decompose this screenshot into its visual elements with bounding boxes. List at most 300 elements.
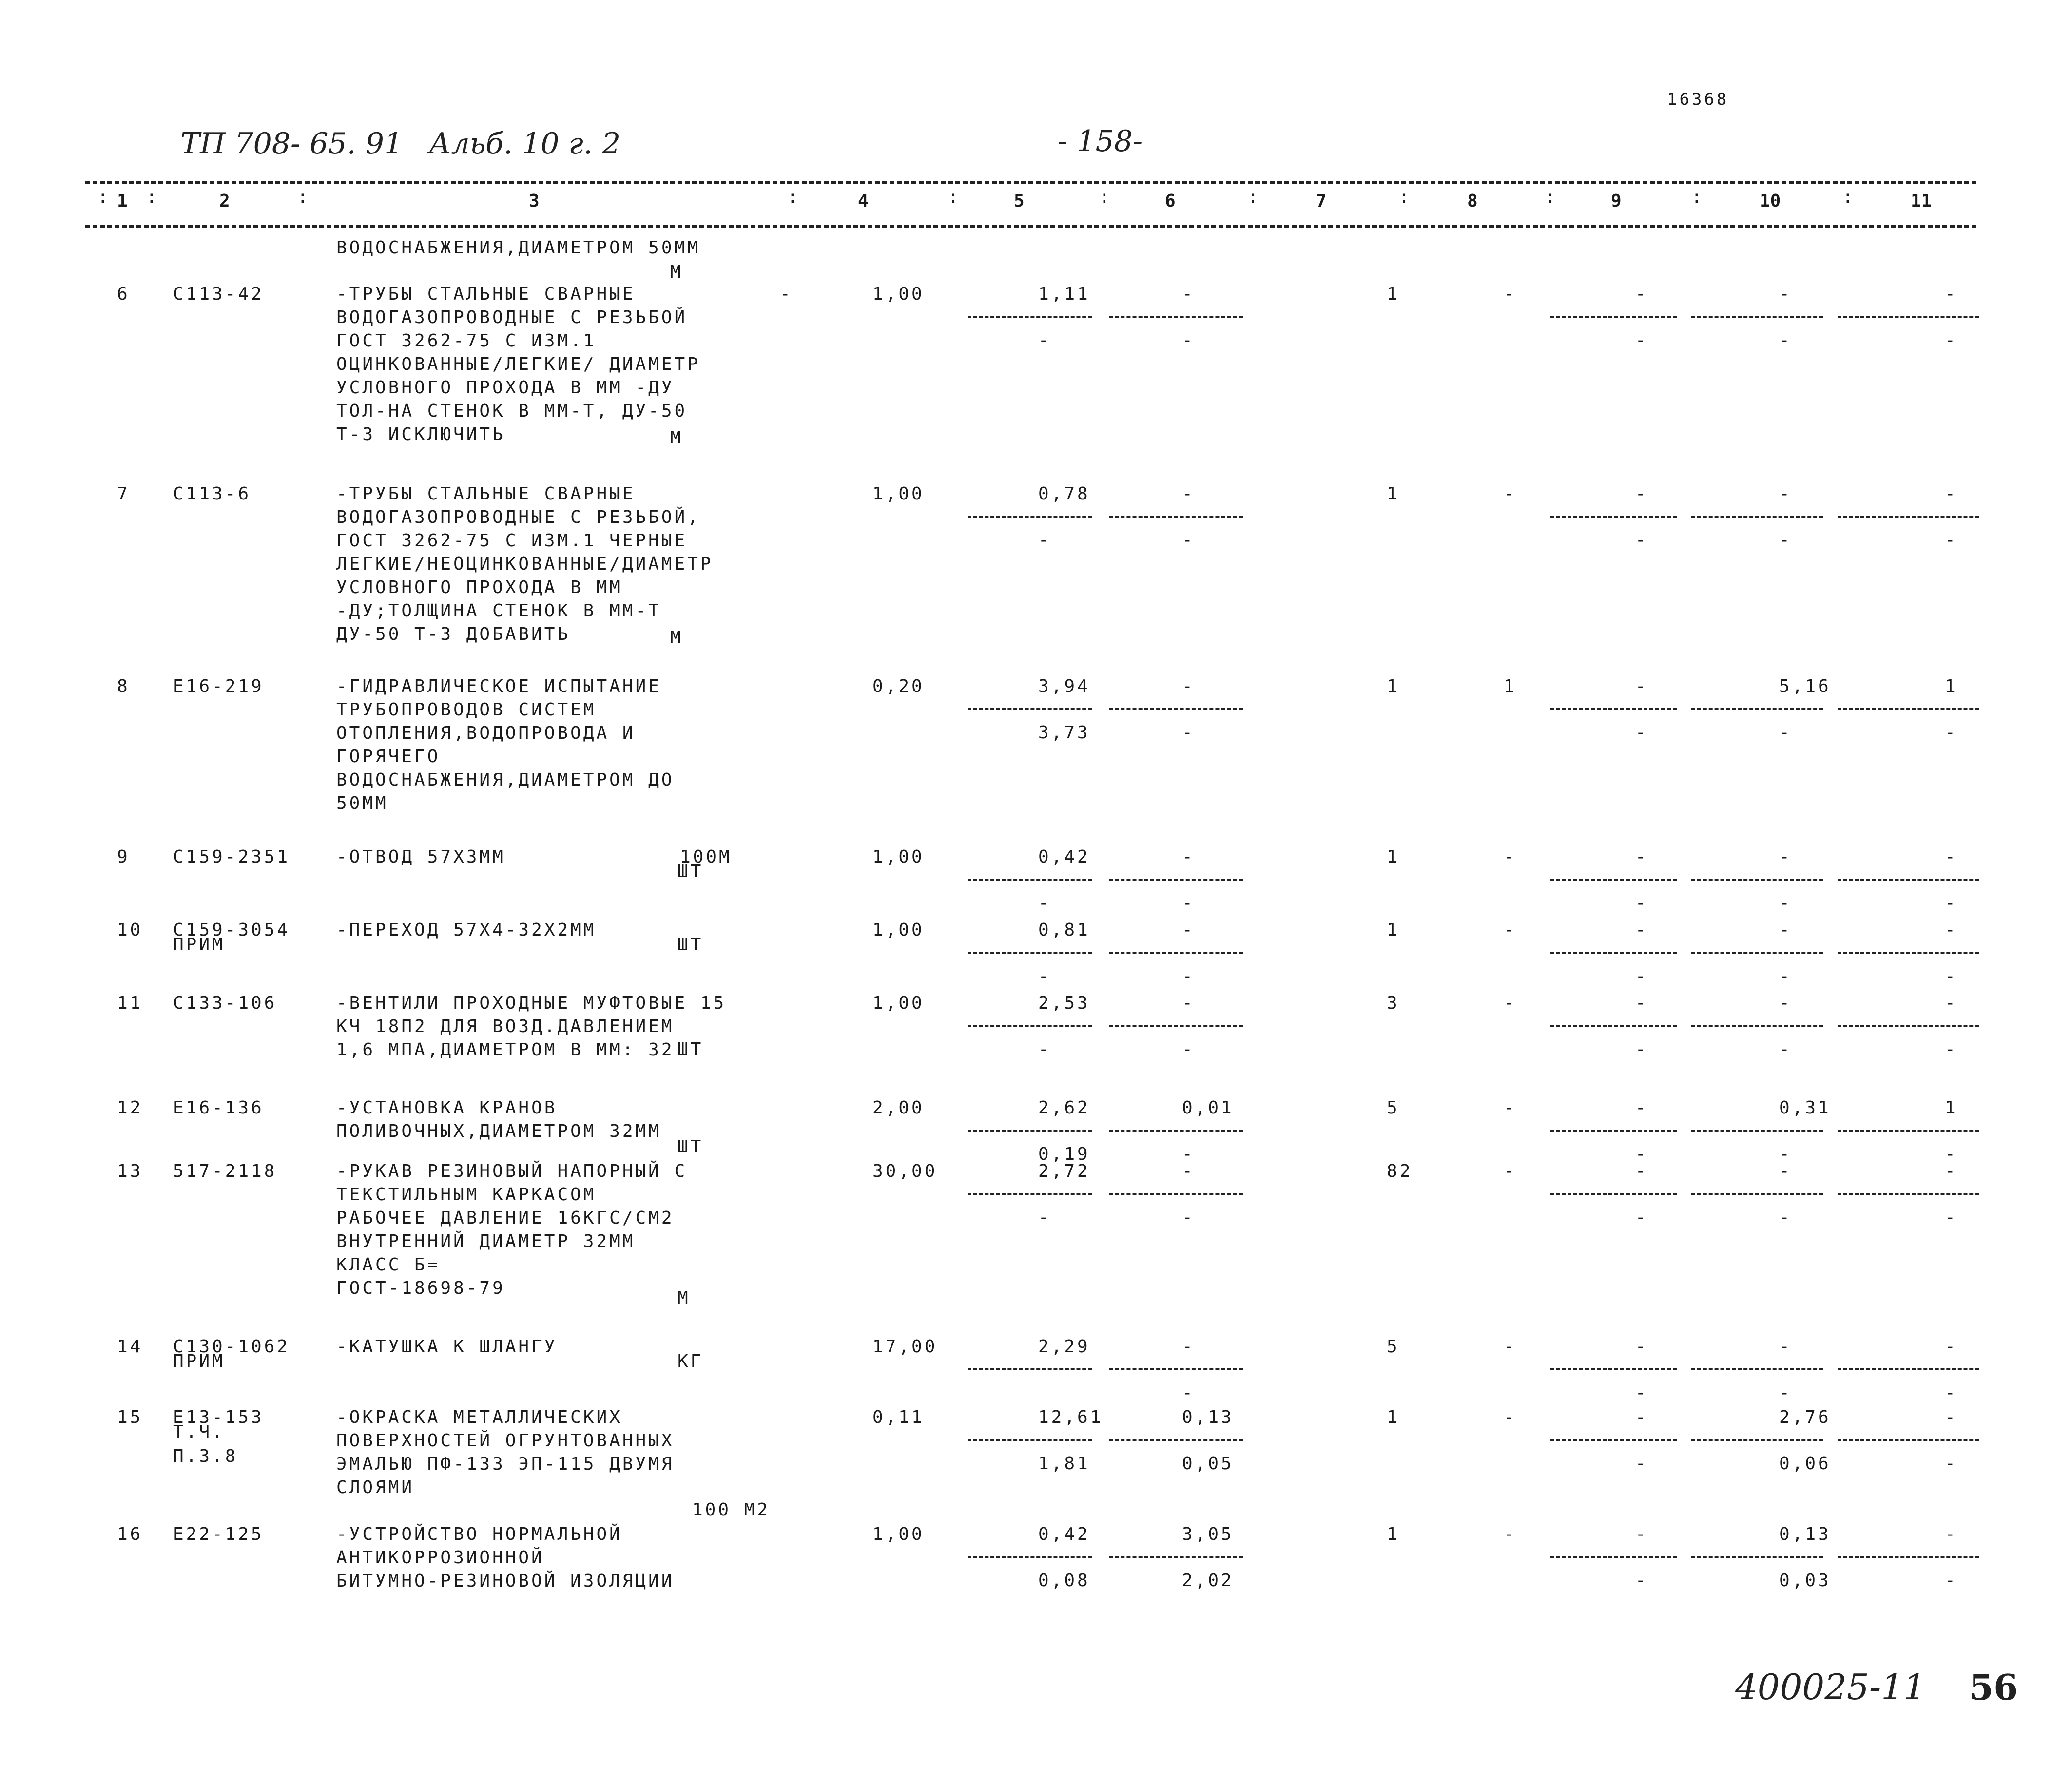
col10-bottom: - — [1779, 1208, 1792, 1228]
quantity: 1,00 — [872, 920, 925, 940]
col10-top: - — [1779, 484, 1792, 504]
work-description-line: -ТРУБЫ СТАЛЬНЫЕ СВАРНЫЕ — [336, 484, 636, 504]
col6-top: - — [1182, 993, 1195, 1013]
work-description-line: СЛОЯМИ — [336, 1477, 415, 1497]
album-ref: Альб. 10 г. 2 — [429, 127, 621, 161]
quantity: 1,00 — [872, 993, 925, 1013]
col5-bottom: 1,81 — [1038, 1454, 1090, 1474]
col10-bottom: - — [1779, 530, 1792, 550]
fraction-divider — [968, 1439, 1092, 1441]
col-header-4: 4 — [858, 191, 869, 211]
unit-of-measure: 100 М2 — [692, 1500, 771, 1520]
col5-top: 2,72 — [1038, 1161, 1090, 1181]
work-description-line: 1,6 МПА,ДИАМЕТРОМ В ММ: 32 — [336, 1040, 675, 1060]
rate-code-note: ПРИМ — [173, 1351, 225, 1371]
continuation-text: ВОДОСНАБЖЕНИЯ,ДИАМЕТРОМ 50ММ — [336, 238, 700, 258]
col5-bottom: - — [1038, 966, 1051, 986]
row-number: 10 — [117, 920, 143, 940]
col8-value: - — [1504, 1161, 1517, 1181]
col10-bottom: - — [1779, 723, 1792, 743]
work-description-line: -ТРУБЫ СТАЛЬНЫЕ СВАРНЫЕ — [336, 284, 636, 304]
col10-top: 2,76 — [1779, 1407, 1831, 1427]
col9-bottom: - — [1635, 723, 1648, 743]
col6-bottom: 2,02 — [1182, 1571, 1234, 1591]
fraction-divider — [1550, 952, 1677, 954]
col7-value: 1 — [1387, 284, 1400, 304]
fraction-divider — [1109, 316, 1243, 318]
col6-top: 0,01 — [1182, 1098, 1234, 1118]
fraction-divider — [1109, 708, 1243, 710]
col5-top: 2,62 — [1038, 1098, 1090, 1118]
rate-code-note: ПРИМ — [173, 935, 225, 955]
col10-top: - — [1779, 1161, 1792, 1181]
col7-value: 3 — [1387, 993, 1400, 1013]
work-description-line: ГОРЯЧЕГО — [336, 747, 441, 767]
col7-value: 1 — [1387, 1524, 1400, 1544]
col3-value: - — [780, 284, 793, 304]
fraction-divider — [1691, 1368, 1823, 1370]
col8-value: - — [1504, 284, 1517, 304]
fraction-divider — [1550, 1130, 1677, 1132]
work-description-line: ЛЕГКИЕ/НЕОЦИНКОВАННЫЕ/ДИАМЕТР — [336, 554, 714, 574]
fraction-divider — [1838, 1193, 1979, 1195]
row-number: 12 — [117, 1098, 143, 1118]
fraction-divider — [1550, 708, 1677, 710]
col6-top: 0,13 — [1182, 1407, 1234, 1427]
fraction-divider — [1109, 1556, 1243, 1558]
col8-value: - — [1504, 920, 1517, 940]
work-description-line: КЧ 18П2 ДЛЯ ВОЗД.ДАВЛЕНИЕМ — [336, 1017, 675, 1036]
work-description-line: 50ММ — [336, 793, 388, 813]
col6-top: - — [1182, 847, 1195, 867]
rate-code: С133-106 — [173, 993, 277, 1013]
col6-top: - — [1182, 1161, 1195, 1181]
col10-top: - — [1779, 1337, 1792, 1357]
col5-top: 2,29 — [1038, 1337, 1090, 1357]
col6-bottom: - — [1182, 1208, 1195, 1228]
col5-top: 0,42 — [1038, 847, 1090, 867]
work-description-line: ВОДОГАЗОПРОВОДНЫЕ С РЕЗЬБОЙ, — [336, 507, 700, 527]
col6-top: - — [1182, 1337, 1195, 1357]
fraction-divider — [1550, 516, 1677, 518]
col-header-3: 3 — [529, 191, 540, 211]
col-header-11: 11 — [1911, 191, 1932, 211]
rate-code-note: П.3.8 — [173, 1446, 238, 1466]
col11-top: - — [1945, 993, 1958, 1013]
header-rule-top — [85, 181, 1976, 184]
col9-top: - — [1635, 676, 1648, 696]
col11-bottom: - — [1945, 723, 1958, 743]
fraction-divider — [968, 708, 1092, 710]
quantity: 2,00 — [872, 1098, 925, 1118]
work-description-line: ГОСТ-18698-79 — [336, 1278, 505, 1298]
col8-value: - — [1504, 1098, 1517, 1118]
footer-code: 400025-11 — [1735, 1667, 1926, 1707]
work-description-line: РАБОЧЕЕ ДАВЛЕНИЕ 16КГС/СМ2 — [336, 1208, 675, 1228]
fraction-divider — [1691, 1439, 1823, 1441]
col8-value: - — [1504, 1407, 1517, 1427]
unit-of-measure: КГ — [678, 1351, 704, 1371]
row-number: 15 — [117, 1407, 143, 1427]
col9-top: - — [1635, 1337, 1648, 1357]
col9-top: - — [1635, 1098, 1648, 1118]
unit-of-measure: 100М — [680, 847, 732, 867]
col10-bottom: - — [1779, 1039, 1792, 1059]
unit-of-measure: М — [678, 1288, 691, 1308]
col-separator: : — [97, 187, 108, 207]
fraction-divider — [1691, 516, 1823, 518]
col-header-2: 2 — [219, 191, 230, 211]
col10-top: 0,13 — [1779, 1524, 1831, 1544]
col11-top: - — [1945, 1337, 1958, 1357]
col10-bottom: - — [1779, 330, 1792, 350]
col5-bottom: - — [1038, 1039, 1051, 1059]
fraction-divider — [1550, 1556, 1677, 1558]
fraction-divider — [1838, 1368, 1979, 1370]
col11-top: - — [1945, 847, 1958, 867]
col6-top: - — [1182, 284, 1195, 304]
quantity: 1,00 — [872, 847, 925, 867]
rate-code: С130-1062 — [173, 1337, 290, 1357]
work-description-line: АНТИКОРРОЗИОННОЙ — [336, 1548, 544, 1568]
work-description-line: ДУ-50 Т-3 ДОБАВИТЬ — [336, 624, 571, 644]
work-description-line: -ОТВОД 57Х3ММ — [336, 847, 505, 867]
col8-value: - — [1504, 993, 1517, 1013]
fraction-divider — [1550, 1439, 1677, 1441]
fraction-divider — [1691, 316, 1823, 318]
unit-of-measure: М — [670, 428, 683, 448]
work-description-line: ТРУБОПРОВОДОВ СИСТЕМ — [336, 700, 597, 720]
col-header-7: 7 — [1316, 191, 1327, 211]
work-description-line: БИТУМНО-РЕЗИНОВОЙ ИЗОЛЯЦИИ — [336, 1571, 675, 1591]
col11-bottom: - — [1945, 893, 1958, 913]
fraction-divider — [1691, 879, 1823, 881]
col5-bottom: 3,73 — [1038, 723, 1090, 743]
quantity: 17,00 — [872, 1337, 938, 1357]
fraction-divider — [1109, 952, 1243, 954]
col-header-5: 5 — [1014, 191, 1025, 211]
col11-top: - — [1945, 1524, 1958, 1544]
fraction-divider — [1550, 879, 1677, 881]
col8-value: - — [1504, 484, 1517, 504]
fraction-divider — [1838, 1556, 1979, 1558]
fraction-divider — [1109, 1193, 1243, 1195]
col7-value: 1 — [1387, 847, 1400, 867]
col11-bottom: - — [1945, 1383, 1958, 1403]
col11-bottom: - — [1945, 1454, 1958, 1474]
row-number: 9 — [117, 847, 130, 867]
col9-bottom: - — [1635, 1144, 1648, 1164]
fraction-divider — [968, 952, 1092, 954]
col9-top: - — [1635, 1524, 1648, 1544]
col6-bottom: - — [1182, 1144, 1195, 1164]
col-separator: : — [948, 187, 959, 207]
col11-top: 1 — [1945, 676, 1958, 696]
fraction-divider — [968, 516, 1092, 518]
col9-bottom: - — [1635, 893, 1648, 913]
quantity: 30,00 — [872, 1161, 938, 1181]
unit-of-measure: ШТ — [678, 1039, 704, 1059]
col6-top: - — [1182, 920, 1195, 940]
work-description-line: -УСТАНОВКА КРАНОВ — [336, 1098, 558, 1118]
fraction-divider — [1838, 879, 1979, 881]
sheet-number: 56 — [1969, 1667, 2018, 1708]
col6-bottom: - — [1182, 1383, 1195, 1403]
fraction-divider — [1838, 708, 1979, 710]
col10-top: 5,16 — [1779, 676, 1831, 696]
fraction-divider — [968, 1556, 1092, 1558]
rate-code: Е16-219 — [173, 676, 264, 696]
unit-of-measure: М — [670, 628, 683, 648]
rate-code: С113-42 — [173, 284, 264, 304]
col9-bottom: - — [1635, 530, 1648, 550]
rate-code: Е22-125 — [173, 1524, 264, 1544]
col5-bottom: - — [1038, 530, 1051, 550]
rate-code: С159-3054 — [173, 920, 290, 940]
col5-top: 3,94 — [1038, 676, 1090, 696]
quantity: 1,00 — [872, 1524, 925, 1544]
col11-top: - — [1945, 1407, 1958, 1427]
row-number: 11 — [117, 993, 143, 1013]
col11-top: 1 — [1945, 1098, 1958, 1118]
work-description-line: ВНУТРЕННИЙ ДИАМЕТР 32ММ — [336, 1231, 636, 1251]
col5-top: 0,42 — [1038, 1524, 1090, 1544]
col-header-10: 10 — [1760, 191, 1781, 211]
col5-top: 0,78 — [1038, 484, 1090, 504]
fraction-divider — [968, 1025, 1092, 1027]
col10-top: - — [1779, 993, 1792, 1013]
col10-bottom: - — [1779, 966, 1792, 986]
col5-top: 1,11 — [1038, 284, 1090, 304]
rate-code: С159-2351 — [173, 847, 290, 867]
col-separator: : — [297, 187, 308, 207]
col11-top: - — [1945, 920, 1958, 940]
row-number: 8 — [117, 676, 130, 696]
col7-value: 1 — [1387, 484, 1400, 504]
work-description-line: ГОСТ 3262-75 С ИЗМ.1 — [336, 331, 597, 351]
col-separator: : — [146, 187, 157, 207]
col7-value: 5 — [1387, 1098, 1400, 1118]
fraction-divider — [968, 1130, 1092, 1132]
col9-top: - — [1635, 484, 1648, 504]
fraction-divider — [1838, 316, 1979, 318]
fraction-divider — [1691, 952, 1823, 954]
col9-bottom: - — [1635, 330, 1648, 350]
fraction-divider — [968, 316, 1092, 318]
col6-bottom: 0,05 — [1182, 1454, 1234, 1474]
quantity: 1,00 — [872, 484, 925, 504]
col11-top: - — [1945, 284, 1958, 304]
col10-bottom: - — [1779, 893, 1792, 913]
fraction-divider — [1838, 516, 1979, 518]
work-description-line: ГОСТ 3262-75 С ИЗМ.1 ЧЕРНЫЕ — [336, 531, 688, 551]
col-separator: : — [1399, 187, 1410, 207]
page-number: - 158- — [1058, 124, 1143, 158]
col6-top: 3,05 — [1182, 1524, 1234, 1544]
col7-value: 82 — [1387, 1161, 1413, 1181]
col-separator: : — [1545, 187, 1556, 207]
col8-value: - — [1504, 1337, 1517, 1357]
col6-bottom: - — [1182, 1039, 1195, 1059]
col6-top: - — [1182, 676, 1195, 696]
col11-top: - — [1945, 484, 1958, 504]
fraction-divider — [1838, 1025, 1979, 1027]
col9-top: - — [1635, 284, 1648, 304]
work-description-line: ВОДОГАЗОПРОВОДНЫЕ С РЕЗЬБОЙ — [336, 307, 688, 327]
col5-bottom: 0,08 — [1038, 1571, 1090, 1591]
col10-bottom: 0,06 — [1779, 1454, 1831, 1474]
col11-top: - — [1945, 1161, 1958, 1181]
quantity: 0,11 — [872, 1407, 925, 1427]
col9-bottom: - — [1635, 1571, 1648, 1591]
work-description-line: ТЕКСТИЛЬНЫМ КАРКАСОМ — [336, 1185, 597, 1205]
col9-top: - — [1635, 993, 1648, 1013]
work-description-line: УСЛОВНОГО ПРОХОДА В ММ -ДУ — [336, 378, 675, 398]
work-description-line: ПОЛИВОЧНЫХ,ДИАМЕТРОМ 32ММ — [336, 1121, 661, 1141]
quantity: 1,00 — [872, 284, 925, 304]
fraction-divider — [1691, 708, 1823, 710]
rate-code-note: Т.Ч. — [173, 1422, 225, 1442]
work-description-line: ОЦИНКОВАННЫЕ/ЛЕГКИЕ/ ДИАМЕТР — [336, 354, 700, 374]
col6-bottom: - — [1182, 893, 1195, 913]
unit-of-measure: ШТ — [678, 1137, 704, 1157]
col9-top: - — [1635, 1407, 1648, 1427]
col11-bottom: - — [1945, 966, 1958, 986]
work-description-line: -КАТУШКА К ШЛАНГУ — [336, 1337, 558, 1357]
col10-top: 0,31 — [1779, 1098, 1831, 1118]
col5-bottom: - — [1038, 893, 1051, 913]
col8-value: - — [1504, 847, 1517, 867]
work-description-line: -УСТРОЙСТВО НОРМАЛЬНОЙ — [336, 1524, 622, 1544]
col7-value: 1 — [1387, 676, 1400, 696]
col-header-9: 9 — [1611, 191, 1622, 211]
unit-of-measure: ШТ — [678, 935, 704, 955]
fraction-divider — [1109, 1439, 1243, 1441]
work-description-line: ЭМАЛЬЮ ПФ-133 ЭП-115 ДВУМЯ — [336, 1454, 675, 1474]
work-description-line: КЛАСС Б= — [336, 1255, 441, 1275]
col7-value: 1 — [1387, 920, 1400, 940]
col10-bottom: - — [1779, 1383, 1792, 1403]
fraction-divider — [1550, 1025, 1677, 1027]
rate-code: 517-2118 — [173, 1161, 277, 1181]
rate-code: Е13-153 — [173, 1407, 264, 1427]
col5-bottom: - — [1038, 1208, 1051, 1228]
work-description-line: -ПЕРЕХОД 57Х4-32Х2ММ — [336, 920, 597, 940]
col10-bottom: - — [1779, 1144, 1792, 1164]
col-separator: : — [1099, 187, 1110, 207]
fraction-divider — [1838, 1130, 1979, 1132]
work-description-line: -ОКРАСКА МЕТАЛЛИЧЕСКИХ — [336, 1407, 622, 1427]
col9-bottom: - — [1635, 1383, 1648, 1403]
col11-bottom: - — [1945, 530, 1958, 550]
continuation-unit: М — [670, 262, 683, 282]
work-description-line: -ДУ;ТОЛЩИНА СТЕНОК В ММ-Т — [336, 601, 661, 621]
fraction-divider — [968, 879, 1092, 881]
col9-bottom: - — [1635, 1454, 1648, 1474]
col-header-1: 1 — [117, 191, 128, 211]
fraction-divider — [1550, 1368, 1677, 1370]
work-description-line: Т-3 ИСКЛЮЧИТЬ — [336, 424, 505, 444]
col5-top: 2,53 — [1038, 993, 1090, 1013]
col5-bottom: - — [1038, 330, 1051, 350]
col11-bottom: - — [1945, 1144, 1958, 1164]
fraction-divider — [968, 1368, 1092, 1370]
fraction-divider — [1109, 1368, 1243, 1370]
col6-bottom: - — [1182, 530, 1195, 550]
rate-code: С113-6 — [173, 484, 252, 504]
row-number: 7 — [117, 484, 130, 504]
col9-top: - — [1635, 1161, 1648, 1181]
col11-bottom: - — [1945, 330, 1958, 350]
row-number: 13 — [117, 1161, 143, 1181]
col-separator: : — [787, 187, 798, 207]
col7-value: 5 — [1387, 1337, 1400, 1357]
col11-bottom: - — [1945, 1208, 1958, 1228]
col10-bottom: 0,03 — [1779, 1571, 1831, 1591]
fraction-divider — [1550, 1193, 1677, 1195]
row-number: 16 — [117, 1524, 143, 1544]
col11-bottom: - — [1945, 1039, 1958, 1059]
fraction-divider — [968, 1193, 1092, 1195]
fraction-divider — [1109, 1130, 1243, 1132]
col9-top: - — [1635, 920, 1648, 940]
col6-bottom: - — [1182, 966, 1195, 986]
fraction-divider — [1109, 516, 1243, 518]
work-description-line: УСЛОВНОГО ПРОХОДА В ММ — [336, 577, 622, 597]
col10-top: - — [1779, 847, 1792, 867]
fraction-divider — [1838, 1439, 1979, 1441]
col-separator: : — [1248, 187, 1259, 207]
col8-value: - — [1504, 1524, 1517, 1544]
unit-of-measure: ШТ — [678, 862, 704, 882]
col9-bottom: - — [1635, 966, 1648, 986]
rate-code: Е16-136 — [173, 1098, 264, 1118]
col-separator: : — [1691, 187, 1702, 207]
work-description-line: ПОВЕРХНОСТЕЙ ОГРУНТОВАННЫХ — [336, 1431, 675, 1451]
fraction-divider — [1838, 952, 1979, 954]
quantity: 0,20 — [872, 676, 925, 696]
col10-top: - — [1779, 920, 1792, 940]
col-header-8: 8 — [1467, 191, 1478, 211]
col9-bottom: - — [1635, 1039, 1648, 1059]
fraction-divider — [1691, 1025, 1823, 1027]
row-number: 14 — [117, 1337, 143, 1357]
fraction-divider — [1550, 316, 1677, 318]
col6-bottom: - — [1182, 330, 1195, 350]
work-description-line: -РУКАВ РЕЗИНОВЫЙ НАПОРНЫЙ С — [336, 1161, 688, 1181]
col5-bottom: 0,19 — [1038, 1144, 1090, 1164]
col9-top: - — [1635, 847, 1648, 867]
work-description-line: ОТОПЛЕНИЯ,ВОДОПРОВОДА И — [336, 723, 636, 743]
work-description-line: -ВЕНТИЛИ ПРОХОДНЫЕ МУФТОВЫЕ 15 — [336, 993, 727, 1013]
col9-bottom: - — [1635, 1208, 1648, 1228]
document-code: ТП 708- 65. 91 — [180, 127, 403, 161]
fraction-divider — [1109, 1025, 1243, 1027]
work-description-line: ВОДОСНАБЖЕНИЯ,ДИАМЕТРОМ ДО — [336, 770, 675, 790]
row-number: 6 — [117, 284, 130, 304]
col5-top: 12,61 — [1038, 1407, 1104, 1427]
col10-top: - — [1779, 284, 1792, 304]
document-id: 16368 — [1667, 90, 1729, 109]
col6-bottom: - — [1182, 723, 1195, 743]
col5-top: 0,81 — [1038, 920, 1090, 940]
fraction-divider — [1109, 879, 1243, 881]
header-rule-bottom — [85, 225, 1976, 228]
work-description-line: ТОЛ-НА СТЕНОК В ММ-Т, ДУ-50 — [336, 401, 688, 421]
fraction-divider — [1691, 1556, 1823, 1558]
fraction-divider — [1691, 1130, 1823, 1132]
col8-value: 1 — [1504, 676, 1517, 696]
